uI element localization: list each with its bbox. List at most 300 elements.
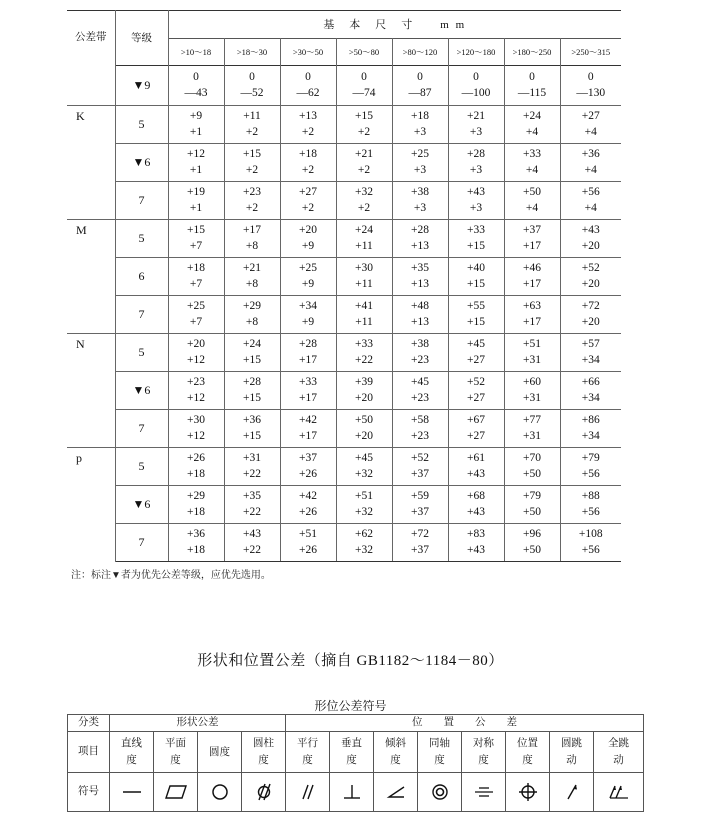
lower-deviation: +22 (243, 506, 261, 518)
upper-deviation: +52 (581, 262, 600, 274)
angularity-icon (383, 780, 409, 804)
lower-deviation: +32 (355, 544, 373, 556)
lower-deviation: +2 (301, 126, 315, 138)
lower-deviation: +11 (355, 316, 373, 328)
symbol-table (67, 714, 644, 812)
lower-deviation: +18 (187, 468, 205, 480)
lower-deviation: —130 (576, 87, 606, 100)
deviation-cell (280, 485, 336, 523)
upper-deviation: +70 (523, 452, 541, 464)
lower-deviation: +2 (357, 126, 371, 138)
upper-deviation: +18 (299, 148, 317, 160)
symbol-cell (110, 773, 154, 812)
lower-deviation: +11 (355, 240, 373, 252)
deviation-cell (504, 485, 560, 523)
deviation-cell (168, 257, 224, 295)
range-header: >50～80 (336, 39, 392, 66)
deviation-cell (392, 181, 448, 219)
upper-deviation: +45 (467, 338, 485, 350)
item-name-cell (330, 732, 374, 773)
deviation-cell (448, 295, 504, 333)
zone-label: K (67, 105, 115, 219)
deviation-cell (560, 371, 621, 409)
lower-deviation: +3 (413, 126, 427, 138)
upper-deviation: +36 (187, 528, 205, 540)
lower-deviation: +43 (467, 544, 485, 556)
symbol-cell (594, 773, 644, 812)
upper-deviation: +19 (187, 186, 205, 198)
lower-deviation: +20 (581, 316, 600, 328)
upper-deviation: +29 (243, 300, 261, 312)
deviation-cell (168, 371, 224, 409)
deviation-cell (224, 219, 280, 257)
item-name-cell (594, 732, 644, 773)
category-label: 分类 (68, 715, 110, 732)
upper-deviation: +33 (355, 338, 373, 350)
lower-deviation: —43 (184, 87, 208, 100)
symbol-cell (154, 773, 198, 812)
upper-deviation: +86 (581, 414, 600, 426)
lower-deviation: +13 (411, 278, 429, 290)
position-tolerance-label: 位 置 公 差 (286, 715, 644, 732)
lower-deviation: +23 (411, 354, 429, 366)
lower-deviation: +17 (299, 354, 317, 366)
perpendicularity-icon (339, 780, 365, 804)
upper-deviation: +25 (299, 262, 317, 274)
upper-deviation: +37 (299, 452, 317, 464)
deviation-cell (168, 333, 224, 371)
grade-cell: ▼6 (115, 485, 168, 523)
deviation-cell (280, 447, 336, 485)
deviation-cell (392, 409, 448, 447)
lower-deviation: +15 (243, 430, 261, 442)
upper-deviation: +79 (581, 452, 600, 464)
symbol-cell (550, 773, 594, 812)
lower-deviation: +9 (301, 316, 315, 328)
deviation-cell (504, 219, 560, 257)
upper-deviation: +52 (411, 452, 429, 464)
lower-deviation: —100 (461, 87, 491, 100)
upper-deviation: +27 (581, 110, 600, 122)
lower-deviation: —115 (517, 87, 547, 100)
upper-deviation: +31 (243, 452, 261, 464)
deviation-cell (168, 485, 224, 523)
item-name-cell (242, 732, 286, 773)
grade-cell: 5 (115, 105, 168, 143)
lower-deviation: +22 (355, 354, 373, 366)
range-header: >120～180 (448, 39, 504, 66)
lower-deviation: +7 (189, 316, 203, 328)
grade-cell: 7 (115, 295, 168, 333)
deviation-cell (392, 485, 448, 523)
symbol-cell (506, 773, 550, 812)
upper-deviation: +34 (299, 300, 317, 312)
deviation-cell (336, 257, 392, 295)
deviation-cell (448, 181, 504, 219)
upper-deviation: +35 (411, 262, 429, 274)
upper-deviation: 0 (473, 71, 479, 84)
deviation-cell (168, 295, 224, 333)
deviation-cell (560, 295, 621, 333)
lower-deviation: +4 (584, 126, 597, 138)
deviation-cell (560, 409, 621, 447)
deviation-cell (560, 143, 621, 181)
upper-deviation: +59 (411, 490, 429, 502)
upper-deviation: +79 (523, 490, 541, 502)
upper-deviation: +50 (355, 414, 373, 426)
lower-deviation: +1 (189, 164, 203, 176)
upper-deviation: +33 (523, 148, 541, 160)
lower-deviation: +18 (187, 506, 205, 518)
upper-deviation: +88 (581, 490, 600, 502)
lower-deviation: +4 (525, 202, 539, 214)
lower-deviation: +31 (523, 430, 541, 442)
lower-deviation: +34 (581, 354, 600, 366)
circular-runout-icon (559, 780, 585, 804)
table-row (67, 523, 621, 561)
upper-deviation: +29 (187, 490, 205, 502)
upper-deviation: +33 (299, 376, 317, 388)
upper-deviation: +77 (523, 414, 541, 426)
upper-deviation: +57 (581, 338, 600, 350)
grade-cell: 5 (115, 447, 168, 485)
upper-deviation: +20 (187, 338, 205, 350)
lower-deviation: +3 (413, 202, 427, 214)
upper-deviation: +18 (187, 262, 205, 274)
item-name: 平面度 (165, 738, 186, 766)
upper-deviation: +96 (523, 528, 541, 540)
deviation-cell (560, 105, 621, 143)
deviation-cell (224, 143, 280, 181)
upper-deviation: +50 (523, 186, 541, 198)
upper-deviation: +26 (187, 452, 205, 464)
deviation-cell (560, 485, 621, 523)
upper-deviation: +23 (243, 186, 261, 198)
item-name-cell (154, 732, 198, 773)
grade-cell: 7 (115, 409, 168, 447)
table-row (67, 257, 621, 295)
lower-deviation: +26 (299, 544, 317, 556)
deviation-cell (280, 409, 336, 447)
lower-deviation: +12 (187, 430, 205, 442)
lower-deviation: +8 (245, 240, 259, 252)
deviation-cell (224, 333, 280, 371)
upper-deviation: 0 (193, 71, 199, 84)
lower-deviation: +27 (467, 430, 485, 442)
position-icon (515, 780, 541, 804)
deviation-cell (504, 181, 560, 219)
symbol-cell (286, 773, 330, 812)
lower-deviation: +26 (299, 468, 317, 480)
lower-deviation: +31 (523, 392, 541, 404)
upper-deviation: +42 (299, 414, 317, 426)
upper-deviation: 0 (529, 71, 535, 84)
deviation-cell (448, 66, 504, 106)
upper-deviation: +108 (578, 528, 603, 540)
deviation-cell (504, 447, 560, 485)
deviation-cell (224, 371, 280, 409)
deviation-cell (168, 105, 224, 143)
deviation-cell (336, 371, 392, 409)
lower-deviation: +17 (523, 278, 541, 290)
upper-deviation: +52 (467, 376, 485, 388)
lower-deviation: +9 (301, 278, 315, 290)
lower-deviation: +26 (299, 506, 317, 518)
deviation-cell (280, 333, 336, 371)
upper-deviation: +15 (355, 110, 373, 122)
deviation-cell (336, 181, 392, 219)
upper-deviation: +25 (187, 300, 205, 312)
upper-deviation: +30 (355, 262, 373, 274)
symbol-cell (242, 773, 286, 812)
lower-deviation: —62 (296, 87, 320, 100)
deviation-cell (280, 66, 336, 106)
item-name-cell (550, 732, 594, 773)
lower-deviation: +34 (581, 392, 600, 404)
upper-deviation: 0 (305, 71, 311, 84)
lower-deviation: +15 (467, 240, 485, 252)
upper-deviation: +28 (411, 224, 429, 236)
item-name: 倾斜度 (385, 738, 406, 766)
zone-label: M (67, 219, 115, 333)
upper-deviation: 0 (587, 71, 594, 84)
lower-deviation: +32 (355, 468, 373, 480)
upper-deviation: +40 (467, 262, 485, 274)
upper-deviation: +72 (411, 528, 429, 540)
deviation-cell (448, 447, 504, 485)
upper-deviation: +21 (243, 262, 261, 274)
deviation-cell (224, 295, 280, 333)
item-name: 平行度 (297, 738, 318, 766)
lower-deviation: +37 (411, 468, 429, 480)
lower-deviation: +13 (411, 316, 429, 328)
lower-deviation: +15 (243, 354, 261, 366)
deviation-cell (448, 257, 504, 295)
grade-cell: 5 (115, 333, 168, 371)
lower-deviation: +37 (411, 506, 429, 518)
upper-deviation: +37 (523, 224, 541, 236)
upper-deviation: +15 (187, 224, 205, 236)
roundness-icon (207, 780, 233, 804)
upper-deviation: +62 (355, 528, 373, 540)
lower-deviation: +37 (411, 544, 429, 556)
deviation-cell (280, 371, 336, 409)
lower-deviation: +11 (355, 278, 373, 290)
symbol-cell (462, 773, 506, 812)
lower-deviation: +17 (523, 240, 541, 252)
upper-deviation: +24 (355, 224, 373, 236)
upper-deviation: +66 (581, 376, 600, 388)
lower-deviation: +56 (581, 506, 600, 518)
lower-deviation: +23 (411, 392, 429, 404)
upper-deviation: +83 (467, 528, 485, 540)
deviation-cell (392, 257, 448, 295)
lower-deviation: +32 (355, 506, 373, 518)
upper-deviation: +36 (243, 414, 261, 426)
upper-deviation: +15 (243, 148, 261, 160)
deviation-cell (560, 523, 621, 561)
lower-deviation: +56 (581, 468, 600, 480)
deviation-cell (224, 447, 280, 485)
item-name: 全跳动 (608, 738, 629, 766)
lower-deviation: +43 (467, 506, 485, 518)
upper-deviation: +60 (523, 376, 541, 388)
table-row (67, 219, 621, 257)
lower-deviation: +2 (357, 202, 371, 214)
lower-deviation: +15 (467, 316, 485, 328)
deviation-cell (336, 447, 392, 485)
deviation-cell (336, 485, 392, 523)
deviation-cell (560, 219, 621, 257)
upper-deviation: +20 (299, 224, 317, 236)
lower-deviation: +4 (584, 164, 597, 176)
upper-deviation: +23 (187, 376, 205, 388)
table-row (67, 66, 621, 106)
deviation-cell (336, 66, 392, 106)
deviation-cell (448, 105, 504, 143)
upper-deviation: +32 (355, 186, 373, 198)
straightness-icon (119, 780, 145, 804)
deviation-cell (392, 219, 448, 257)
deviation-cell (560, 257, 621, 295)
lower-deviation: +23 (411, 430, 429, 442)
zone-label (67, 66, 115, 106)
grade-cell: ▼6 (115, 143, 168, 181)
deviation-cell (280, 257, 336, 295)
upper-deviation: +72 (581, 300, 600, 312)
table-row (67, 409, 621, 447)
deviation-cell (560, 181, 621, 219)
item-name: 位置度 (517, 738, 538, 766)
deviation-cell (504, 409, 560, 447)
lower-deviation: +56 (581, 544, 600, 556)
upper-deviation: +42 (299, 490, 317, 502)
upper-deviation: +68 (467, 490, 485, 502)
item-name: 垂直度 (341, 738, 362, 766)
lower-deviation: +12 (187, 354, 205, 366)
item-name: 直线度 (121, 738, 142, 766)
deviation-cell (280, 219, 336, 257)
deviation-cell (336, 333, 392, 371)
deviation-cell (280, 181, 336, 219)
upper-deviation: +36 (581, 148, 600, 160)
parallelism-icon (295, 780, 321, 804)
upper-deviation: +51 (299, 528, 317, 540)
flatness-icon (163, 780, 189, 804)
item-name-cell (110, 732, 154, 773)
table-row (67, 105, 621, 143)
deviation-cell (336, 143, 392, 181)
grade-cell: ▼6 (115, 371, 168, 409)
upper-deviation: +55 (467, 300, 485, 312)
deviation-cell (168, 219, 224, 257)
deviation-cell (224, 257, 280, 295)
deviation-cell (280, 295, 336, 333)
upper-deviation: +25 (411, 148, 429, 160)
upper-deviation: +51 (355, 490, 373, 502)
upper-deviation: +67 (467, 414, 485, 426)
deviation-cell (168, 143, 224, 181)
lower-deviation: +31 (523, 354, 541, 366)
upper-deviation: +33 (467, 224, 485, 236)
upper-deviation: +43 (467, 186, 485, 198)
lower-deviation: +17 (299, 392, 317, 404)
deviation-cell (280, 105, 336, 143)
range-header: >10～18 (168, 39, 224, 66)
upper-deviation: +24 (243, 338, 261, 350)
range-header: >18～30 (224, 39, 280, 66)
upper-deviation: +38 (411, 338, 429, 350)
symmetry-icon (471, 780, 497, 804)
upper-deviation: +18 (411, 110, 429, 122)
deviation-cell (448, 219, 504, 257)
table-row (67, 371, 621, 409)
upper-deviation: +12 (187, 148, 205, 160)
deviation-cell (392, 523, 448, 561)
shape-tolerance-label: 形状公差 (110, 715, 286, 732)
lower-deviation: +22 (243, 544, 261, 556)
upper-deviation: 0 (249, 71, 255, 84)
upper-deviation: 0 (361, 71, 367, 84)
deviation-cell (504, 257, 560, 295)
upper-deviation: +9 (189, 110, 203, 122)
deviation-cell (392, 371, 448, 409)
lower-deviation: +12 (187, 392, 205, 404)
lower-deviation: +20 (581, 278, 600, 290)
lower-deviation: +7 (189, 240, 203, 252)
upper-deviation: +17 (243, 224, 261, 236)
section-title: 形状和位置公差（摘自 GB1182～1184－80） (197, 653, 504, 669)
deviation-cell (168, 523, 224, 561)
item-name-cell (198, 732, 242, 773)
lower-deviation: +1 (189, 126, 203, 138)
deviation-cell (448, 409, 504, 447)
lower-deviation: —74 (352, 87, 376, 100)
lower-deviation: +8 (245, 278, 259, 290)
symbol-cell (330, 773, 374, 812)
deviation-cell (224, 523, 280, 561)
lower-deviation: +8 (245, 316, 259, 328)
upper-deviation: +43 (581, 224, 600, 236)
deviation-cell (504, 333, 560, 371)
lower-deviation: —52 (240, 87, 264, 100)
deviation-cell (168, 409, 224, 447)
symbol-cell (374, 773, 418, 812)
upper-deviation: +27 (299, 186, 317, 198)
upper-deviation: +56 (581, 186, 600, 198)
upper-deviation: +38 (411, 186, 429, 198)
item-name-cell (506, 732, 550, 773)
item-name: 同轴度 (429, 738, 450, 766)
item-name-cell (374, 732, 418, 773)
lower-deviation: +17 (523, 316, 541, 328)
zone-label: p (67, 447, 115, 561)
grade-cell: 6 (115, 257, 168, 295)
upper-deviation: +41 (355, 300, 373, 312)
lower-deviation: +50 (523, 544, 541, 556)
deviation-cell (448, 523, 504, 561)
table-note: 注：标注▼者为优先公差等级，应优先选用。 (71, 570, 271, 581)
upper-deviation: +21 (467, 110, 485, 122)
lower-deviation: +9 (301, 240, 315, 252)
deviation-cell (504, 295, 560, 333)
deviation-cell (392, 66, 448, 106)
upper-deviation: +28 (467, 148, 485, 160)
upper-deviation: +21 (355, 148, 373, 160)
lower-deviation: —87 (408, 87, 432, 100)
upper-deviation: +24 (523, 110, 541, 122)
symbol-table-title: 形位公差符号 (314, 699, 387, 713)
